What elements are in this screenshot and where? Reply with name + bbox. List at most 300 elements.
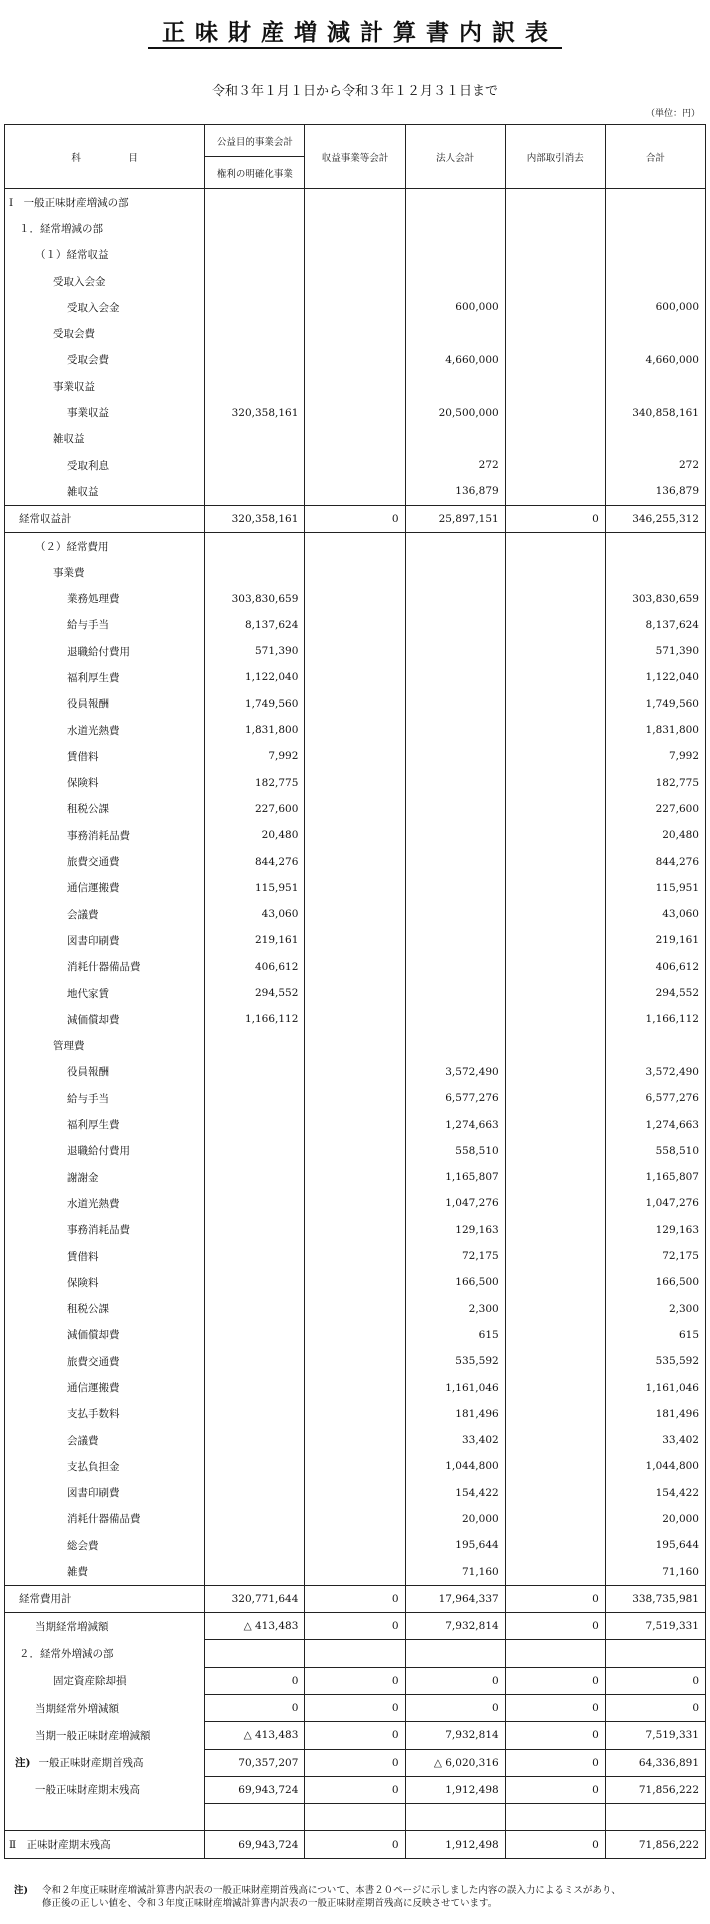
cell-corporate xyxy=(405,691,505,717)
cell-profit-business: 0 xyxy=(305,1776,405,1803)
row-label xyxy=(5,1804,205,1831)
table-row xyxy=(5,954,706,980)
cell-elimination xyxy=(505,1164,605,1190)
row-label-text: 通信運搬費 xyxy=(67,1382,120,1394)
cell-profit-business: 0 xyxy=(305,1749,405,1776)
cell-elimination xyxy=(505,320,605,346)
table-row xyxy=(5,268,706,294)
cell-profit-business xyxy=(305,320,405,346)
cell-public-interest xyxy=(205,1295,305,1321)
cell-elimination xyxy=(505,1006,605,1032)
cell-elimination: 0 xyxy=(505,1749,605,1776)
row-label-text: （１）経常収益 xyxy=(35,249,109,262)
header-corporate: 法人会計 xyxy=(405,125,505,189)
header-profit-business: 収益事業等会計 xyxy=(305,125,405,189)
row-label-text: 福利厚生費 xyxy=(67,1119,120,1132)
row-label xyxy=(5,796,205,822)
cell-elimination xyxy=(505,1033,605,1059)
cell-public-interest xyxy=(205,215,305,241)
row-label-text: 水道光熱費 xyxy=(67,1197,120,1210)
table-row xyxy=(5,399,706,425)
cell-profit-business xyxy=(305,743,405,769)
row-label xyxy=(5,1722,205,1749)
cell-corporate: 1,044,800 xyxy=(405,1453,505,1479)
cell-profit-business xyxy=(305,347,405,373)
cell-elimination xyxy=(505,215,605,241)
cell-corporate: 615 xyxy=(405,1322,505,1348)
row-label xyxy=(5,373,205,399)
cell-total xyxy=(605,320,705,346)
cell-corporate xyxy=(405,901,505,927)
cell-profit-business xyxy=(305,664,405,690)
row-label xyxy=(5,1111,205,1137)
table-row xyxy=(5,1613,706,1640)
cell-total: 227,600 xyxy=(605,796,705,822)
table-row xyxy=(5,1033,706,1059)
cell-corporate: 72,175 xyxy=(405,1243,505,1269)
cell-elimination xyxy=(505,1111,605,1137)
row-label xyxy=(5,980,205,1006)
cell-profit-business xyxy=(305,1190,405,1216)
cell-corporate: 154,422 xyxy=(405,1480,505,1506)
row-label xyxy=(5,268,205,294)
cell-elimination xyxy=(505,426,605,452)
cell-public-interest: △ 413,483 xyxy=(205,1613,305,1640)
row-label-text: 消耗什器備品費 xyxy=(67,1513,141,1526)
cell-total xyxy=(605,189,705,216)
cell-public-interest xyxy=(205,1111,305,1137)
cell-public-interest xyxy=(205,1453,305,1479)
cell-elimination xyxy=(505,559,605,585)
cell-elimination xyxy=(505,770,605,796)
cell-corporate: 3,572,490 xyxy=(405,1059,505,1085)
row-label xyxy=(5,215,205,241)
cell-corporate: △ 6,020,316 xyxy=(405,1749,505,1776)
cell-corporate xyxy=(405,320,505,346)
row-label-text: 固定資産除却損 xyxy=(53,1675,127,1688)
row-label xyxy=(5,691,205,717)
cell-elimination xyxy=(505,1804,605,1831)
row-label xyxy=(5,1640,205,1667)
cell-corporate: 166,500 xyxy=(405,1269,505,1295)
cell-corporate: 1,274,663 xyxy=(405,1111,505,1137)
row-label xyxy=(5,1006,205,1032)
cell-total: 20,480 xyxy=(605,822,705,848)
table-row xyxy=(5,347,706,373)
row-label xyxy=(5,1585,205,1612)
cell-total: 219,161 xyxy=(605,927,705,953)
row-label-text: 租税公課 xyxy=(67,803,109,816)
table-row xyxy=(5,1059,706,1085)
cell-profit-business xyxy=(305,1217,405,1243)
row-label-text: 受取会費 xyxy=(67,354,109,367)
cell-public-interest xyxy=(205,1269,305,1295)
row-label-text: 一般正味財産期末残高 xyxy=(35,1784,140,1797)
cell-public-interest: 1,749,560 xyxy=(205,691,305,717)
cell-public-interest xyxy=(205,373,305,399)
cell-total: 1,047,276 xyxy=(605,1190,705,1216)
cell-profit-business: 0 xyxy=(305,505,405,532)
cell-public-interest: 844,276 xyxy=(205,848,305,874)
row-label xyxy=(5,1269,205,1295)
row-label-text: 事務消耗品費 xyxy=(67,1224,130,1237)
cell-elimination xyxy=(505,1295,605,1321)
table-row xyxy=(5,1164,706,1190)
cell-total xyxy=(605,242,705,268)
cell-public-interest xyxy=(205,294,305,320)
statement-table xyxy=(4,124,706,1880)
row-label xyxy=(5,1558,205,1585)
cell-public-interest xyxy=(205,1374,305,1400)
cell-total xyxy=(605,532,705,559)
row-label xyxy=(5,875,205,901)
row-label-text: 給与手当 xyxy=(67,1092,109,1105)
cell-corporate xyxy=(405,1804,505,1831)
table-row xyxy=(5,1804,706,1831)
cell-elimination xyxy=(505,664,605,690)
cell-elimination xyxy=(505,373,605,399)
cell-total: 33,402 xyxy=(605,1427,705,1453)
row-label-text: 通信運搬費 xyxy=(67,882,120,895)
row-label-text: 謝謝金 xyxy=(67,1171,99,1184)
table-row xyxy=(5,1085,706,1111)
cell-public-interest xyxy=(205,1506,305,1532)
row-label-text: 福利厚生費 xyxy=(67,671,120,684)
cell-corporate: 0 xyxy=(405,1694,505,1721)
row-label xyxy=(5,1164,205,1190)
row-label xyxy=(5,1831,205,1858)
table-row xyxy=(5,1694,706,1721)
table-row xyxy=(5,1006,706,1032)
cell-public-interest: 320,771,644 xyxy=(205,1585,305,1612)
cell-total: 181,496 xyxy=(605,1401,705,1427)
footnote-line-2: 修正後の正しい値を、令和３年度正味財産増減計算書内訳表の一般正味財産期首残高に反映させています。 xyxy=(42,1898,498,1909)
cell-total: 1,166,112 xyxy=(605,1006,705,1032)
cell-total xyxy=(605,426,705,452)
table-row xyxy=(5,1401,706,1427)
cell-total: 195,644 xyxy=(605,1532,705,1558)
cell-corporate: 136,879 xyxy=(405,478,505,505)
row-label-text: 保険料 xyxy=(67,777,99,790)
row-label-text: １．経常増減の部 xyxy=(19,222,103,235)
header-subject: 科 目 xyxy=(5,125,205,189)
row-label-text: 水道光熱費 xyxy=(67,724,120,737)
row-label xyxy=(5,1506,205,1532)
cell-elimination xyxy=(505,399,605,425)
cell-elimination xyxy=(505,294,605,320)
unit-label: （単位：円） xyxy=(645,109,700,119)
cell-corporate: 195,644 xyxy=(405,1532,505,1558)
cell-total: 136,879 xyxy=(605,478,705,505)
cell-total: 71,856,222 xyxy=(605,1776,705,1803)
cell-public-interest xyxy=(205,1480,305,1506)
cell-elimination: 0 xyxy=(505,505,605,532)
cell-total: 71,160 xyxy=(605,1558,705,1585)
cell-corporate: 2,300 xyxy=(405,1295,505,1321)
table-row xyxy=(5,1585,706,1612)
table-header xyxy=(5,125,706,189)
cell-total: 1,831,800 xyxy=(605,717,705,743)
cell-profit-business: 0 xyxy=(305,1613,405,1640)
document-title: 正味財産増減計算書内訳表 xyxy=(0,14,710,47)
row-label-text: 租税公課 xyxy=(67,1303,109,1316)
cell-public-interest: 69,943,724 xyxy=(205,1776,305,1803)
row-label xyxy=(5,242,205,268)
cell-total: 1,044,800 xyxy=(605,1453,705,1479)
cell-total: 129,163 xyxy=(605,1217,705,1243)
row-label xyxy=(5,1694,205,1721)
cell-profit-business xyxy=(305,1374,405,1400)
row-label-text: 給与手当 xyxy=(67,619,109,632)
cell-total: 4,660,000 xyxy=(605,347,705,373)
row-label-text: 受取利息 xyxy=(67,459,109,472)
table-row xyxy=(5,717,706,743)
cell-corporate: 0 xyxy=(405,1667,505,1694)
cell-elimination xyxy=(505,796,605,822)
cell-elimination xyxy=(505,1243,605,1269)
cell-profit-business xyxy=(305,294,405,320)
row-label-text: 図書印刷費 xyxy=(67,934,120,947)
cell-profit-business xyxy=(305,1506,405,1532)
table-row xyxy=(5,1453,706,1479)
row-label xyxy=(5,426,205,452)
cell-total: 558,510 xyxy=(605,1138,705,1164)
row-label-text: 一般正味財産期首残高 xyxy=(38,1757,144,1770)
row-label-text: 業務処理費 xyxy=(67,593,120,606)
header-public-interest: 公益目的事業会計 xyxy=(205,125,305,157)
table-row xyxy=(5,242,706,268)
row-label xyxy=(5,770,205,796)
row-label-text: 事業収益 xyxy=(67,407,109,420)
table-row xyxy=(5,901,706,927)
cell-public-interest xyxy=(205,1217,305,1243)
cell-profit-business: 0 xyxy=(305,1694,405,1721)
cell-corporate xyxy=(405,848,505,874)
note-mark: 注) xyxy=(15,1757,31,1770)
cell-elimination xyxy=(505,927,605,953)
table-row xyxy=(5,532,706,559)
row-label-text: Ⅱ 正味財産期末残高 xyxy=(9,1839,111,1852)
row-label xyxy=(5,1532,205,1558)
table-row xyxy=(5,848,706,874)
row-label xyxy=(5,189,205,216)
cell-corporate xyxy=(405,1640,505,1667)
cell-elimination xyxy=(505,1190,605,1216)
row-label xyxy=(5,1190,205,1216)
cell-corporate: 600,000 xyxy=(405,294,505,320)
cell-profit-business: 0 xyxy=(305,1667,405,1694)
cell-profit-business xyxy=(305,1401,405,1427)
cell-elimination xyxy=(505,1217,605,1243)
row-label xyxy=(5,1480,205,1506)
cell-profit-business xyxy=(305,532,405,559)
cell-corporate xyxy=(405,559,505,585)
cell-public-interest: 303,830,659 xyxy=(205,585,305,611)
cell-corporate xyxy=(405,373,505,399)
cell-elimination xyxy=(505,242,605,268)
table-row xyxy=(5,638,706,664)
cell-corporate: 181,496 xyxy=(405,1401,505,1427)
row-label xyxy=(5,848,205,874)
cell-corporate: 17,964,337 xyxy=(405,1585,505,1612)
cell-corporate xyxy=(405,242,505,268)
table-row xyxy=(5,294,706,320)
cell-profit-business xyxy=(305,1006,405,1032)
cell-corporate: 129,163 xyxy=(405,1217,505,1243)
table-row xyxy=(5,743,706,769)
cell-corporate: 1,165,807 xyxy=(405,1164,505,1190)
row-label xyxy=(5,717,205,743)
cell-public-interest xyxy=(205,1190,305,1216)
cell-elimination xyxy=(505,1348,605,1374)
cell-profit-business xyxy=(305,1085,405,1111)
cell-public-interest xyxy=(205,320,305,346)
cell-elimination: 0 xyxy=(505,1667,605,1694)
cell-profit-business: 0 xyxy=(305,1722,405,1749)
cell-public-interest: 406,612 xyxy=(205,954,305,980)
cell-total xyxy=(605,1033,705,1059)
row-label-text: 受取入会金 xyxy=(53,275,106,288)
row-label xyxy=(5,612,205,638)
cell-total: 1,274,663 xyxy=(605,1111,705,1137)
table-row xyxy=(5,452,706,478)
row-label xyxy=(5,505,205,532)
cell-profit-business xyxy=(305,1164,405,1190)
cell-public-interest: 70,357,207 xyxy=(205,1749,305,1776)
cell-corporate xyxy=(405,268,505,294)
cell-public-interest xyxy=(205,1138,305,1164)
table-body xyxy=(5,189,706,1859)
cell-profit-business: 0 xyxy=(305,1831,405,1858)
row-label-text: 受取会費 xyxy=(53,328,95,341)
row-label-text: 管理費 xyxy=(53,1040,85,1053)
table-row xyxy=(5,1322,706,1348)
cell-corporate xyxy=(405,796,505,822)
cell-profit-business xyxy=(305,478,405,505)
cell-corporate: 33,402 xyxy=(405,1427,505,1453)
footnote xyxy=(14,1884,704,1910)
cell-elimination xyxy=(505,612,605,638)
cell-public-interest: 0 xyxy=(205,1694,305,1721)
cell-profit-business xyxy=(305,927,405,953)
table-row xyxy=(5,1667,706,1694)
cell-corporate xyxy=(405,426,505,452)
row-label-text: 減価償却費 xyxy=(67,1329,120,1342)
table-row xyxy=(5,875,706,901)
cell-elimination: 0 xyxy=(505,1776,605,1803)
table-row xyxy=(5,1138,706,1164)
cell-profit-business xyxy=(305,189,405,216)
row-label xyxy=(5,1059,205,1085)
cell-elimination xyxy=(505,347,605,373)
row-label xyxy=(5,1138,205,1164)
cell-corporate xyxy=(405,189,505,216)
table-row xyxy=(5,1111,706,1137)
cell-profit-business xyxy=(305,691,405,717)
cell-elimination xyxy=(505,901,605,927)
cell-corporate: 1,047,276 xyxy=(405,1190,505,1216)
cell-profit-business xyxy=(305,268,405,294)
row-label xyxy=(5,743,205,769)
cell-total: 272 xyxy=(605,452,705,478)
cell-public-interest: 320,358,161 xyxy=(205,399,305,425)
cell-corporate: 1,912,498 xyxy=(405,1776,505,1803)
cell-total: 154,422 xyxy=(605,1480,705,1506)
cell-corporate: 20,500,000 xyxy=(405,399,505,425)
cell-corporate: 1,161,046 xyxy=(405,1374,505,1400)
cell-profit-business xyxy=(305,1033,405,1059)
cell-profit-business xyxy=(305,1295,405,1321)
table-row xyxy=(5,373,706,399)
cell-corporate xyxy=(405,954,505,980)
cell-total: 182,775 xyxy=(605,770,705,796)
cell-public-interest xyxy=(205,478,305,505)
row-label xyxy=(5,1667,205,1694)
cell-total: 571,390 xyxy=(605,638,705,664)
row-label-text: （２）経常費用 xyxy=(35,540,109,553)
row-label xyxy=(5,532,205,559)
table-row xyxy=(5,1640,706,1667)
fiscal-period: 令和３年１月１日から令和３年１２月３１日まで xyxy=(211,84,498,99)
cell-public-interest xyxy=(205,1033,305,1059)
cell-corporate xyxy=(405,612,505,638)
cell-corporate xyxy=(405,743,505,769)
row-label xyxy=(5,559,205,585)
table-row xyxy=(5,1427,706,1453)
row-label xyxy=(5,347,205,373)
cell-profit-business xyxy=(305,717,405,743)
table-row xyxy=(5,1295,706,1321)
cell-total: 3,572,490 xyxy=(605,1059,705,1085)
cell-total: 43,060 xyxy=(605,901,705,927)
cell-total xyxy=(605,1640,705,1667)
table-row xyxy=(5,1776,706,1803)
row-label xyxy=(5,1776,205,1803)
cell-elimination: 0 xyxy=(505,1613,605,1640)
row-label xyxy=(5,664,205,690)
cell-elimination xyxy=(505,848,605,874)
table-row xyxy=(5,1532,706,1558)
cell-total: 338,735,981 xyxy=(605,1585,705,1612)
row-label-text: 役員報酬 xyxy=(67,1066,109,1079)
cell-elimination xyxy=(505,691,605,717)
row-label xyxy=(5,1427,205,1453)
cell-total: 115,951 xyxy=(605,875,705,901)
cell-profit-business xyxy=(305,242,405,268)
row-label-text: 地代家賃 xyxy=(67,987,109,1000)
cell-public-interest: 0 xyxy=(205,1667,305,1694)
cell-profit-business xyxy=(305,373,405,399)
cell-public-interest xyxy=(205,1532,305,1558)
cell-corporate xyxy=(405,638,505,664)
cell-public-interest xyxy=(205,452,305,478)
cell-elimination xyxy=(505,1138,605,1164)
row-label-text: 受取入会金 xyxy=(67,301,120,314)
table-row xyxy=(5,1749,706,1776)
row-label-text: 旅費交通費 xyxy=(67,1355,120,1368)
cell-total: 615 xyxy=(605,1322,705,1348)
cell-public-interest: 43,060 xyxy=(205,901,305,927)
cell-elimination xyxy=(505,1453,605,1479)
row-label-text: 雑収益 xyxy=(67,485,99,498)
cell-profit-business: 0 xyxy=(305,1585,405,1612)
row-label-text: 会議費 xyxy=(67,908,99,921)
cell-corporate xyxy=(405,532,505,559)
cell-total: 0 xyxy=(605,1667,705,1694)
cell-total: 8,137,624 xyxy=(605,612,705,638)
cell-total xyxy=(605,215,705,241)
cell-profit-business xyxy=(305,612,405,638)
